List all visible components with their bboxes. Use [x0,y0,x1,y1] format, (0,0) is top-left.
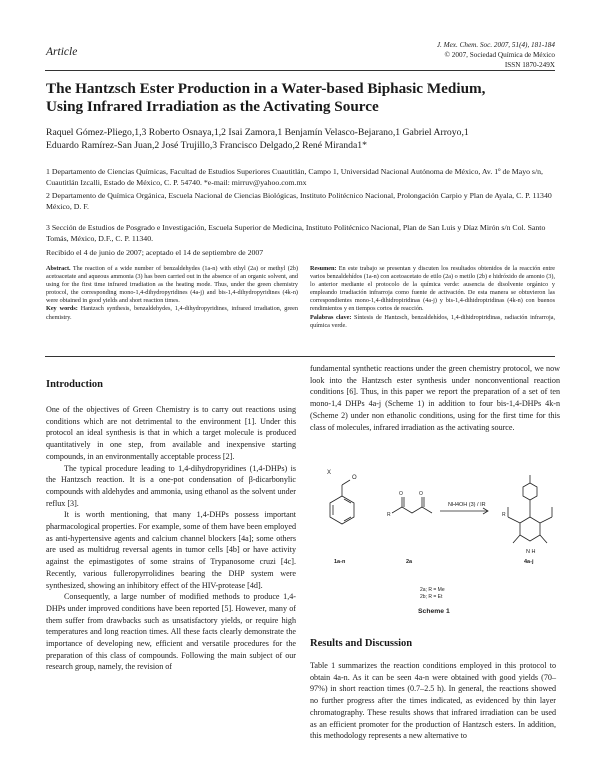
title-line-2: Using Infrared Irradiation as the Activating Source [46,98,379,115]
intro-paragraph-1: One of the objectives of Green Chemistry is to carry out reactions using conditions which are not detrimental to the environment [1]. Under this protocol an ideal synthesis is that in which a target molecule is produced quantitatively in one step, from available and inexpensive starting compounds, in an environmentally acceptable process [2]. [46,405,296,461]
abstract-text: The reaction of a wide number of benzaldehydes (1a-n) with ethyl (2a) or methyl (2b) acetoacetate and aqueous ammonia (3) has been carried out in the absence of an organic solvent, and using for the first time infrared irradiation as the heating mode. Thus, under the green chemistry protocol, the corresponding mono-1,4-dihydropyridines (4a-j) and bis-1,4-dihydropyridines (4k-n) were obtained in good yields and short reaction times. [46,265,299,305]
scheme-1-drawing [310,463,558,628]
acetoacetate-oxygen-2: O [419,491,423,497]
resumen-text: En este trabajo se presentan y discuten los resultados obtenidos de la reacción entre varios benzaldehídos (1a-n) con acetoacetato de etilo (2a) o metilo (2b) e hidróxido de amonio (3), lo anterior mediante el protocolo de la química verde: ausencia de disolvente orgánico y empleando irradiación infrarroja como fuente de activación. De esta manera se obtuvieron las correspondientes mono-1,4-dihidropiridinas (4a-j) y bis-1,4-dihidropiridinas (4k-n) con buenos rendimientos y en tiempos cortos de reacción. [310,265,555,313]
compound-2-label: 2a [406,559,413,565]
header-rule [45,70,555,71]
intro-body [46,404,296,673]
results-heading: Results and Discussion [310,638,413,649]
journal-citation: J. Mex. Chem. Soc. 2007, 51(4), 181-184 [436,41,555,49]
title-line-1: The Hantzsch Ester Production in a Water-based Biphasic Medium, [46,80,486,97]
author-list [46,126,556,152]
keywords-label: Key words: [46,305,78,313]
right-paragraph-1: fundamental synthetic reactions under the green chemistry protocol, we now look into the Hantzsch ester synthesis under nonconventional reaction conditions [6]. Thus, in this paper we report the preparation of a set of ten mono-1,4 DHPs 4a-j (Scheme 1) in addition to four bis-1,4-DHPs 4k-n (Scheme 2) under non ethanolic conditions, using for the first time for this class of molecules, infrared irradiation as the activating source. [310,364,560,432]
acetoacetate-chain [392,507,432,513]
dhp-nh: N H [526,549,536,555]
scheme-caption: Scheme 1 [418,608,450,615]
abstract-rule [45,356,555,357]
ester-r-left: R [387,512,391,518]
acetoacetate-oxygen-1: O [399,491,403,497]
dihydropyridine-ring [520,517,540,541]
intro-heading: Introduction [46,379,103,390]
benzaldehyde-x-label: X [327,470,332,476]
resumen-block [310,265,555,330]
scheme-reagents: NH4OH (3) / IR [448,502,486,508]
intro-paragraph-2: The typical procedure leading to 1,4-dihydropyridines (1,4-DHPs) is the Hantzsch reaction. It is a one-pot condensation of β-dicarbonylic compounds with aldehydes and ammonia, using ethanol as the solvent under reflux [3]. [46,463,296,508]
journal-info [437,40,555,70]
keywords-text: Hantzsch synthesis, benzaldehydes, 1,4-dihydropyridines, infrared irradiation, green chemistry. [46,305,299,321]
benzaldehyde-ring [330,496,354,524]
intro-paragraph-4: Consequently, a large number of modified methods to produce 1,4-DHPs under improved conditions have been reported [5]. However, many of them suffer from drawbacks such as unsatisfactory yields, or require high temperatures and long reaction times. All these facts clearly demonstrate the importance of developing new, efficient and versatile procedures for the preparation of this class of compounds. Following the main subject of our research group, namely, the revision of [46,592,296,672]
abstract-label: Abstract. [46,265,71,272]
benzaldehyde-oxygen: O [352,475,357,481]
affiliation-2: 2 Departamento de Química Orgánica, Escuela Nacional de Ciencias Biológicas, Instituto Politécnico Nacional, Prolongación Carpio y Plan de Ayala, C. P. 11340 México, D. F. [46,191,552,211]
r-note-2: 2b; R = Et [420,594,443,600]
palabras-label: Palabras clave: [310,313,352,321]
abstract-block [46,265,298,322]
journal-copyright: © 2007, Sociedad Química de México [444,51,555,59]
scheme-1 [310,463,558,628]
section-label: Article [46,46,78,58]
resumen-label: Resumen: [310,265,337,272]
results-body [310,660,556,742]
right-column-top [310,363,560,433]
received-date: Recibido el 4 de junio de 2007; aceptado el 14 de septiembre de 2007 [46,248,264,257]
compound-4-label: 4a-j [524,559,534,565]
palabras-text: Síntesis de Hantzsch, benzaldehídos, 1,4-dihidropiridinas, radiación infrarroja, química verde. [310,313,555,329]
intro-paragraph-3: It is worth mentioning, that many 1,4-DHPs possess important pharmacological properties. For example, some of them have been employed as anti-hypertensive agents and calcium channel blockers [4a]; some others are used as multidrug reversal agents in tumor cells [4b] or have activity against the epimastigotes of some strains of Trypanosome cruzi [4c]. Recently, various fulleropyrrolidines bearing the DHP system were synthesized, showing an inhibitory effect of the HIV-protease [4d]. [46,510,296,590]
ester-r-right: R [502,512,506,518]
r-note-1: 2a; R = Me [420,587,445,593]
authors-line-1: Raquel Gómez-Pliego,1,3 Roberto Osnaya,1,2 Isai Zamora,1 Benjamín Velasco-Bejarano,1 Gabriel Arroyo,1 [46,127,469,138]
affiliation-1: 1 Departamento de Ciencias Químicas, Facultad de Estudios Superiores Cuautitlán, Campo 1, Universidad Nacional Autónoma de México, Av. 1º de Mayo s/n, Cuautitlán Izcalli, Estado de México, C. P. 54740. *e-mail: mirruv@yahoo.com.mx [46,167,543,187]
authors-line-2: Eduardo Ramírez-San Juan,2 José Trujillo,3 Francisco Delgado,2 René Miranda1* [46,140,367,151]
compound-1-label: 1a-n [334,559,346,565]
paper-title [46,80,556,116]
journal-issn: ISSN 1870-249X [504,61,555,69]
affiliation-3: 3 Sección de Estudios de Posgrado e Investigación, Escuela Superior de Medicina, Instituto Politécnico Nacional, Plan de San Luis y Díaz Mirón s/n Col. Santo Tomás, México, D.F., C. P. 11340. [46,223,546,243]
results-paragraph-1: Table 1 summarizes the reaction conditions employed in this protocol to obtain 4a-n. As it can be seen 4a-n were obtained with good yields (70–97%) in short reaction times (0.7–2.5 h). In general, the reactions showed no further progress after the times indicated, as evidenced by thin layer chromatography. These results shows that infrared irradiation can be used as an efficient promoter for the production of Hantzsch esters. In addition, this methodology represents a new alternative to [310,661,556,741]
